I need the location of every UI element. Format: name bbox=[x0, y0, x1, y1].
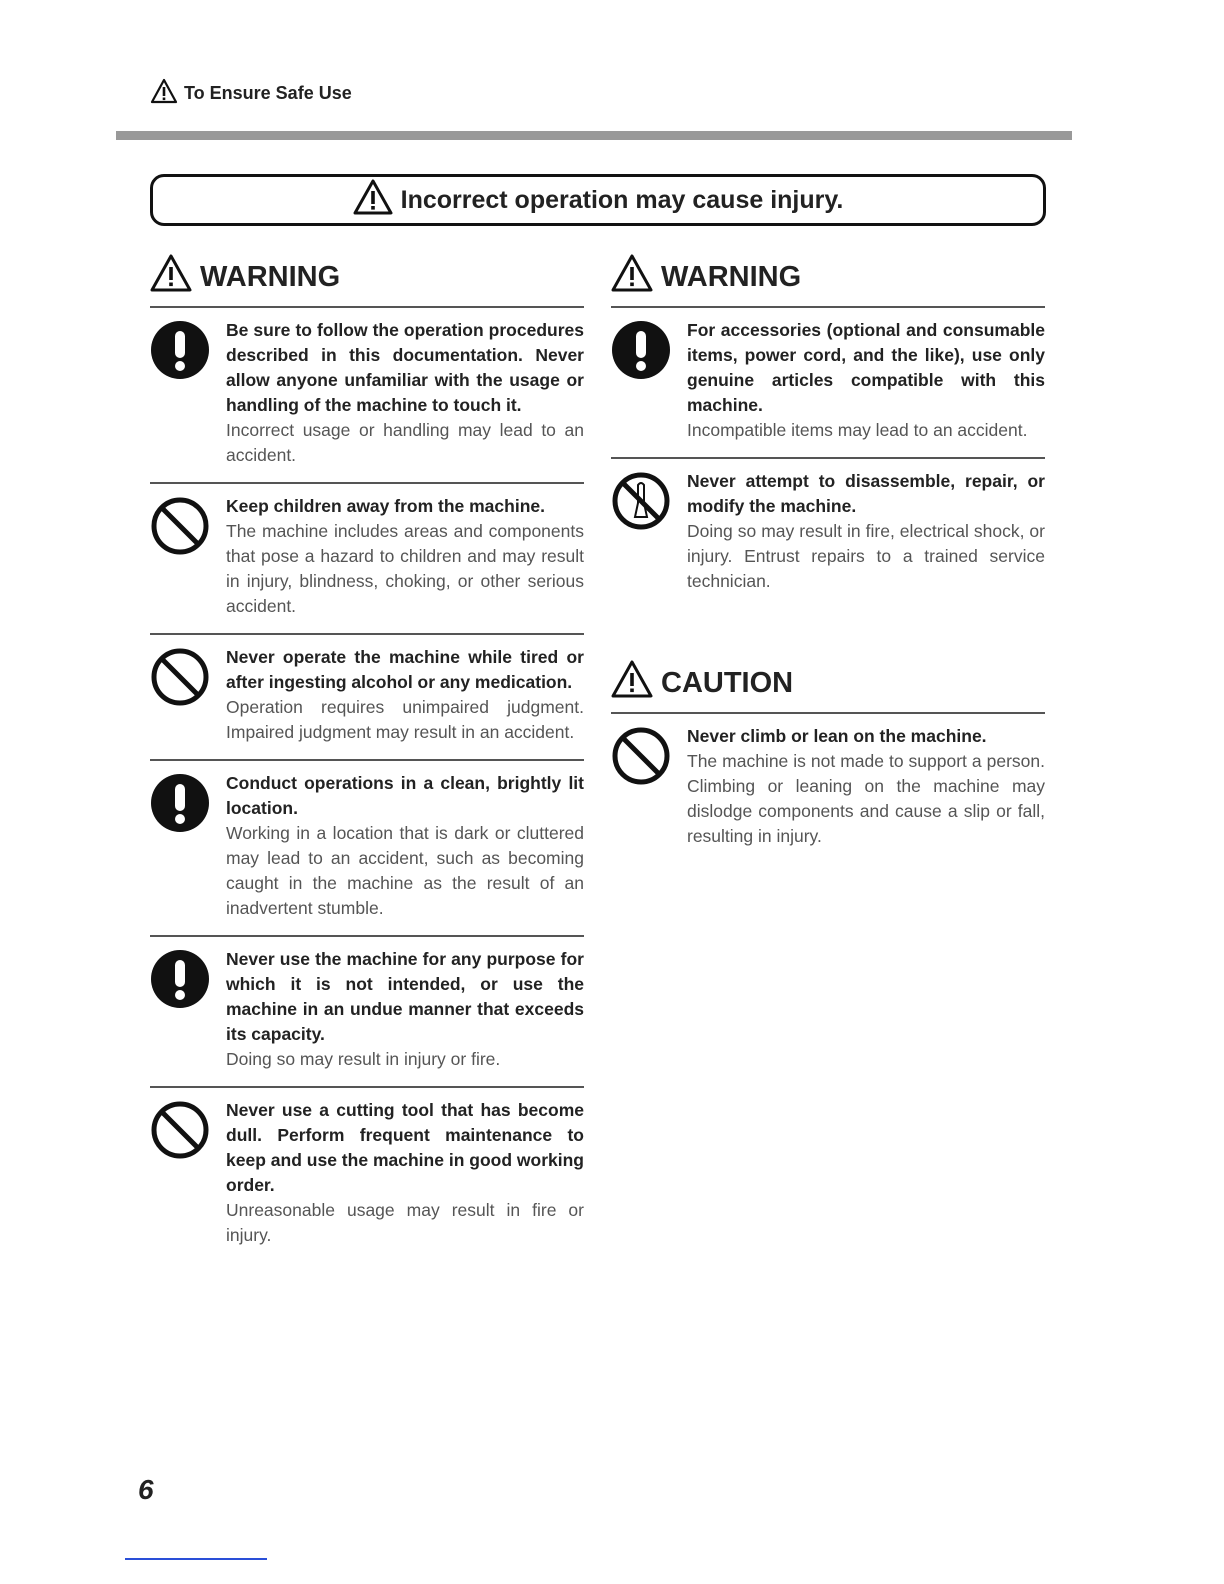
section-label-text: To Ensure Safe Use bbox=[184, 83, 352, 103]
prohibited-icon bbox=[150, 1100, 210, 1160]
mandatory-icon bbox=[150, 773, 210, 833]
item-instruction: Conduct operations in a clean, brightly lit location. bbox=[226, 773, 584, 818]
warning-item bbox=[150, 937, 584, 1088]
prohibited-icon bbox=[150, 647, 210, 707]
mandatory-icon bbox=[611, 320, 671, 380]
item-instruction: Never climb or lean on the machine. bbox=[687, 726, 987, 746]
warning-item bbox=[150, 635, 584, 761]
warning-heading-text: WARNING bbox=[661, 260, 802, 293]
item-explanation: Doing so may result in fire, electrical shock, or injury. Entrust repairs to a trained service technician. bbox=[687, 521, 1045, 591]
page-number: 6 bbox=[138, 1474, 154, 1505]
warning-item bbox=[150, 484, 584, 635]
header-divider-bar bbox=[116, 131, 1072, 140]
item-explanation: The machine includes areas and components that pose a hazard to children and may result in injury, blindness, choking, or other serious accident. bbox=[226, 521, 584, 616]
warning-heading bbox=[611, 252, 1045, 308]
prohibited-icon bbox=[611, 726, 671, 786]
warning-triangle-icon bbox=[611, 254, 653, 300]
footer-line bbox=[125, 1558, 267, 1560]
caution-item bbox=[611, 714, 1045, 863]
item-explanation: Doing so may result in injury or fire. bbox=[226, 1049, 501, 1069]
item-instruction: Never attempt to disassemble, repair, or modify the machine. bbox=[687, 471, 1045, 516]
warning-item bbox=[150, 308, 584, 484]
warning-item bbox=[611, 459, 1045, 608]
item-instruction: Never use a cutting tool that has become dull. Perform frequent maintenance to keep and use the machine in good working order. bbox=[226, 1100, 584, 1195]
warning-item bbox=[150, 761, 584, 937]
warning-item bbox=[611, 308, 1045, 459]
item-explanation: Working in a location that is dark or cluttered may lead to an accident, such as becoming caught in the machine as the result of an inadvertent stumble. bbox=[226, 823, 584, 918]
caution-heading-text: CAUTION bbox=[661, 666, 794, 699]
prohibited-icon bbox=[150, 496, 210, 556]
warning-triangle-icon bbox=[150, 78, 178, 109]
item-instruction: For accessories (optional and consumable items, power cord, and the like), use only genuine articles compatible with this machine. bbox=[687, 320, 1045, 415]
item-instruction: Never use the machine for any purpose for which it is not intended, or use the machine in an undue manner that exceeds its capacity. bbox=[226, 949, 584, 1044]
item-explanation: Operation requires unimpaired judgment. Impaired judgment may result in an accident. bbox=[226, 697, 584, 742]
no-disassembly-icon bbox=[611, 471, 671, 531]
banner-text: Incorrect operation may cause injury. bbox=[400, 185, 844, 214]
caution-heading bbox=[611, 658, 1045, 714]
left-column bbox=[150, 252, 584, 1262]
item-instruction: Never operate the machine while tired or after ingesting alcohol or any medication. bbox=[226, 647, 584, 692]
item-instruction: Be sure to follow the operation procedures described in this documentation. Never allow anyone unfamiliar with the usage or handling of the machine to touch it. bbox=[226, 320, 584, 415]
right-column bbox=[611, 252, 1045, 863]
injury-banner bbox=[150, 174, 1046, 226]
item-explanation: Incompatible items may lead to an accident. bbox=[687, 420, 1028, 440]
item-instruction: Keep children away from the machine. bbox=[226, 496, 545, 516]
mandatory-icon bbox=[150, 949, 210, 1009]
item-explanation: Unreasonable usage may result in fire or injury. bbox=[226, 1200, 584, 1245]
warning-heading bbox=[150, 252, 584, 308]
warning-heading-text: WARNING bbox=[200, 260, 341, 293]
warning-triangle-icon bbox=[150, 254, 192, 300]
section-label bbox=[150, 78, 352, 109]
warning-triangle-icon bbox=[611, 660, 653, 706]
mandatory-icon bbox=[150, 320, 210, 380]
warning-item bbox=[150, 1088, 584, 1262]
item-explanation: The machine is not made to support a person. Climbing or leaning on the machine may dislodge components and cause a slip or fall, resulting in injury. bbox=[687, 751, 1045, 846]
item-explanation: Incorrect usage or handling may lead to an accident. bbox=[226, 420, 584, 465]
warning-triangle-icon bbox=[353, 179, 393, 222]
